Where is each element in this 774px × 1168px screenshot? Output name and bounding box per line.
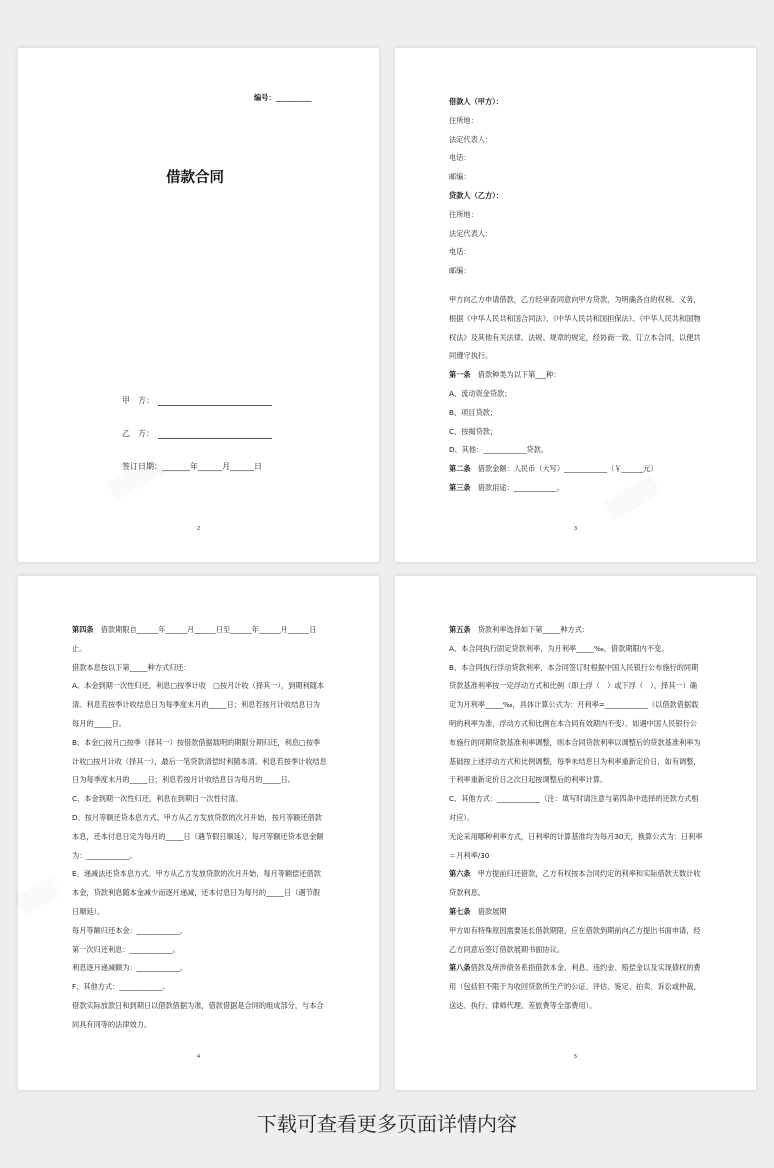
party-field-label: 住所地： — [449, 115, 478, 125]
paragraph: 第三条 借款用途：____________。 — [449, 482, 565, 492]
document-page-cover — [18, 48, 379, 562]
paragraph: A、本合同执行固定贷款利率，为月利率_____‰，借款期限内不变。 — [449, 643, 669, 653]
serial-number-label: 编号：__________ — [254, 93, 312, 102]
party-field-label: 法定代表人： — [449, 228, 493, 238]
party-field-label: 邮编： — [449, 172, 471, 182]
paragraph: B、项目贷款； — [449, 407, 498, 417]
download-caption: 下载可查看更多页面详情内容 — [257, 1112, 517, 1136]
paragraph: B、本合同执行浮动贷款利率，本合同签订时根据中国人民银行公布施行的同期贷款基准利率按一定浮动方式和比例（即上浮（ ）或下浮（ ），择其一）确定为月利率_____‰，具体计算公式为：月利率=____________（以借款借据载明的利率为准，浮动方式和比例在本合同有效期内不变）。如遇中国人民银行公布施行的同期贷款基准利率调整，则本合同贷款利率以调整后的贷款基准利率为基础按上述浮动方式和比例调整，每季末结息日为利率重新定价日，如有调整，于利率重新定价日之次日起按调整后的利率计算。 — [449, 662, 701, 785]
paragraph: E、递减法还贷本息方式。甲方从乙方发放贷款的次月开始，每月等额偿还借款本金，贷款利息随本金减少而逐月递减，还本付息日为每月的_____日（遇节假日顺延）。 — [72, 869, 321, 916]
article-number: 第六条 — [449, 869, 471, 879]
article-number: 第一条 — [449, 370, 471, 380]
article-number: 第二条 — [449, 464, 471, 474]
paragraph: B、本金□按月□按季（择其一）按借款借据载明的期限分期归还，利息□按季计收□按月计收（择其一），最后一笔贷款清偿时利随本清。利息若按季计收结息日为每季度末月的_____日；利息若按月计收结息日为每月的_____日。 — [72, 737, 327, 785]
clauses-block — [449, 621, 704, 1016]
paragraph: D、其他：____________贷款。 — [449, 445, 548, 455]
party-field-label: 邮编： — [449, 266, 471, 276]
paragraph: 借款实际放款日和到期日以借款借据为准，借款借据是合同的组成部分，与本合同具有同等的法律效力。 — [72, 1000, 324, 1029]
sign-date-label: 签订日期：_______年______月______日 — [122, 462, 262, 471]
article-number: 第四条 — [72, 625, 94, 634]
article-number: 第五条 — [449, 625, 471, 634]
paragraph: 利息逐月递减额为：____________。 — [72, 963, 188, 973]
paragraph: C、按揭贷款； — [449, 426, 498, 436]
document-title: 借款合同 — [166, 170, 224, 186]
clauses-block — [72, 621, 327, 1035]
paragraph: 第一条 借款种类为以下第___种： — [449, 370, 561, 380]
paragraph: 第六条 甲方提前归还借款，乙方有权按本合同约定的利率和实际借款天数计收贷款利息。 — [449, 869, 701, 898]
paragraph: D、按月等额还贷本息方式。甲方从乙方发放贷款的次月开始，按月等额还借款本息，还本付息日定为每月的_____日（遇节假日顺延），每月等额还贷本息金额为：____________。 — [72, 812, 324, 860]
party-b-line — [158, 438, 272, 439]
paragraph: 第八条借款及所涉债务系指借款本金、利息、违约金、赔偿金以及实现债权的费用（包括但不限于为收回贷款所生产的公证、评估、鉴定、拍卖、诉讼或仲裁、送达、执行、律师代理、差旅费等全部费用）。 — [449, 963, 701, 1010]
article-number: 第三条 — [449, 482, 471, 492]
party-a-label: 甲 方： — [122, 396, 154, 405]
paragraph: 第七条 借款展期 — [449, 906, 507, 916]
paragraph: 第五条 贷款利率选择如下第_____种方式： — [449, 625, 590, 634]
parties-block — [449, 93, 704, 281]
page-number: 3 — [573, 526, 578, 532]
party-heading: 贷款人（乙方）： — [449, 190, 503, 200]
article-number: 第八条 — [449, 963, 471, 973]
document-page-parties — [395, 48, 756, 562]
paragraph: C、其他方式：____________（注：填写时请注意与第四条中选择的还款方式相对应）。 — [449, 794, 699, 822]
paragraph: C、本金到期一次性归还，利息在到期日一次性付清。 — [72, 794, 243, 804]
clauses-block — [449, 291, 704, 498]
paragraph: A、本金到期一次性归还，利息□按季计收 □按月计收（择其一），到期利随本清。利息若按季计收结息日为每季度末月的_____日；利息若按月计收结息日为每月的_____日。 — [72, 681, 325, 728]
paragraph: 第四条 借款期限自______年______月______日至______年______月______日止。 — [72, 625, 317, 653]
paragraph: 每月等额归还本金：____________。 — [72, 925, 188, 935]
paragraph: A、流动资金贷款； — [449, 388, 512, 398]
party-field-label: 法定代表人： — [449, 134, 493, 144]
watermark — [16, 877, 62, 916]
party-field-label: 电话： — [449, 153, 471, 163]
paragraph: F、其他方式：____________。 — [72, 982, 170, 992]
document-page-interest — [395, 576, 756, 1090]
paragraph: 无论采用哪种利率方式，日利率的计算基准均为每月30天，换算公式为：日利率＝月利率/30 — [449, 831, 703, 860]
party-a-line — [158, 405, 272, 406]
party-field-label: 电话： — [449, 247, 471, 257]
page-number: 5 — [573, 1054, 578, 1060]
party-b-label: 乙 方： — [122, 429, 154, 438]
page-number: 2 — [196, 526, 201, 532]
paragraph: 第二条 借款金额：人民币（大写）____________（￥______元） — [449, 464, 658, 474]
paragraph: 借款本息按以下第_____种方式归还： — [72, 662, 191, 672]
paragraph: 甲方如有特殊原因需要延长借款期限，应在借款到期前向乙方提出书面申请，经乙方同意后签订借款展期书面协议。 — [449, 925, 701, 954]
party-field-label: 住所地： — [449, 209, 478, 219]
page-number: 4 — [196, 1054, 201, 1060]
paragraph: 第一次归还利息：____________。 — [72, 944, 180, 954]
paragraph: 甲方向乙方申请借款，乙方经审查同意向甲方贷款，为明确各自的权利、义务，根据《中华人民共和国合同法》、《中华人民共和国担保法》、《中华人民共和国物权法》及其他有关法律、法规、规章的规定，经协商一致，订立本合同，以便共同遵守执行。 — [449, 295, 701, 361]
document-page-term — [18, 576, 379, 1090]
party-heading: 借款人（甲方）： — [449, 97, 503, 106]
article-number: 第七条 — [449, 906, 471, 916]
